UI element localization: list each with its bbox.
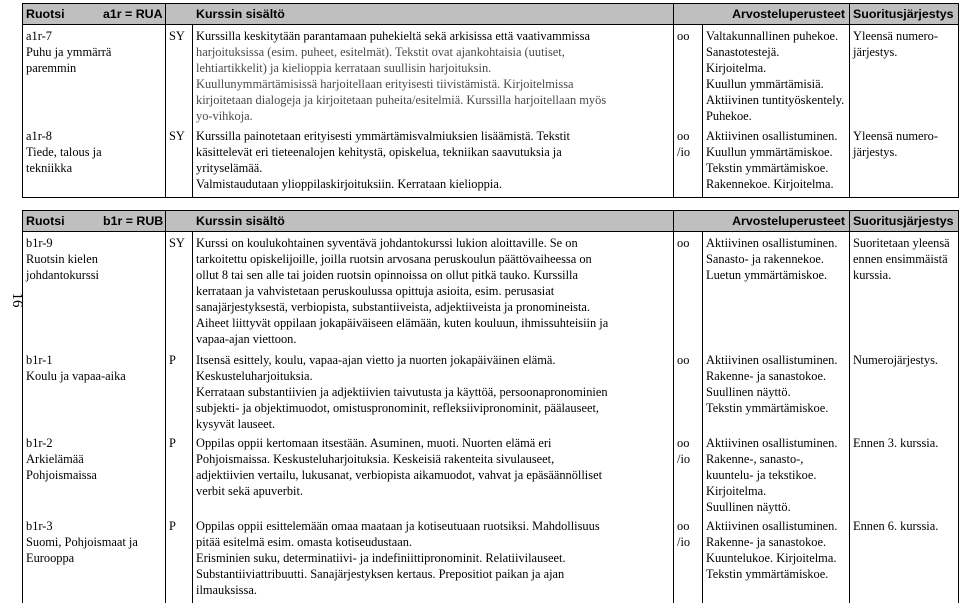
course-content-cell-line: Aiheet liittyvät oppilaan jokapäiväiseen elämään, kuten kouluun, ihmissuhteisiin ja xyxy=(196,316,609,330)
assessment-cell-line: Suullinen näyttö. xyxy=(706,384,791,399)
order-cell-line: Yleensä numero- xyxy=(853,128,938,143)
header-assessment: Arvosteluperusteet xyxy=(674,4,850,25)
assessment-cell xyxy=(703,232,850,349)
course-content-cell-line: Keskusteluharjoituksia. xyxy=(196,368,313,383)
course-name-cell-line: Tiede, talous ja xyxy=(26,144,102,159)
course-name-cell-line: Arkielämää xyxy=(26,451,84,466)
course-content-cell-line: Erisminien suku, determinatiivi- ja indefiniittipronominit. Relatiivilauseet. xyxy=(196,550,566,565)
header-course-code: b1r = RUB xyxy=(103,214,164,228)
table-header xyxy=(23,211,959,232)
grading-cell-line: /io xyxy=(677,144,691,159)
table-row xyxy=(23,515,959,603)
assessment-cell-line: Sanastotestejä. xyxy=(706,45,780,59)
course-content-cell xyxy=(193,25,674,125)
table-row xyxy=(23,232,959,349)
grading-cell xyxy=(674,349,703,432)
course-name-cell xyxy=(23,349,166,432)
course-content-cell-line: adjektiivien vertailu, lukusanat, verbiopista aikamuodot, vahvat ja epäsäännölliset xyxy=(196,467,603,482)
course-content-cell-line: Valmistaudutaan ylioppilaskirjoituksiin. Kerrataan kielioppia. xyxy=(196,176,502,191)
course-content-cell-line: pitää esitelmä esim. omasta kotiseudustaan. xyxy=(196,534,413,549)
course-content-cell-line: verbit sekä apuverbit. xyxy=(196,483,304,498)
course-content-cell-line: ollut 8 tai sen alle tai joiden ruotsin opinnoissa on ollut pitkä tauko. Kurssilla xyxy=(196,268,578,282)
table-row xyxy=(23,432,959,515)
assessment-cell-line: Kirjoitelma. xyxy=(706,483,767,498)
table-row xyxy=(23,349,959,432)
grading-cell-line: oo xyxy=(677,29,690,43)
course-name-cell-line: Puhu ja ymmärrä xyxy=(26,45,112,59)
course-content-cell-line: sanajärjestyksestä, verbiopista, substantiiveista, adjektiiveista ja pronomineista. xyxy=(196,300,590,314)
assessment-cell-line: Aktiivinen osallistuminen. xyxy=(706,236,838,250)
course-content-cell-line: kerrataan ja vahvistetaan peruskoulussa opittuja asioita, esim. perusasiat xyxy=(196,284,555,298)
header-subject: Ruotsi xyxy=(23,4,166,25)
assessment-cell-line: Kirjoitelma. xyxy=(706,61,767,75)
course-content-cell-line: Substantiiviattribuutti. Sanajärjestyksen kertaus. Prepositiot paikan ja ajan xyxy=(196,566,565,581)
grading-cell-line: oo xyxy=(677,435,690,450)
table-row xyxy=(23,25,959,125)
course-type-cell: P xyxy=(166,515,193,603)
assessment-cell xyxy=(703,432,850,515)
header-order: Suoritusjärjestys xyxy=(850,211,959,232)
course-name-cell-line: b1r-3 xyxy=(26,518,53,533)
assessment-cell-line: Valtakunnallinen puhekoe. xyxy=(706,29,839,43)
course-type-cell: P xyxy=(166,432,193,515)
course-name-cell-line: a1r-7 xyxy=(26,29,52,43)
assessment-cell-line: Kuullun ymmärtämisiä. xyxy=(706,77,824,91)
course-content-cell xyxy=(193,432,674,515)
course-content-cell-line: tarkoitettu opiskelijoille, joilla ruotsin arvosana peruskoulun päättövaiheessa on xyxy=(196,252,592,266)
course-name-cell-line: Koulu ja vapaa-aika xyxy=(26,368,126,383)
grading-cell xyxy=(674,125,703,198)
course-name-cell xyxy=(23,515,166,603)
grading-cell xyxy=(674,232,703,349)
assessment-cell-line: Aktiivinen osallistuminen. xyxy=(706,435,838,450)
order-cell-line: Ennen 3. kurssia. xyxy=(853,435,939,450)
order-cell-line: Suoritetaan yleensä xyxy=(853,236,950,250)
header-content: Kurssin sisältö xyxy=(196,7,285,21)
grading-cell xyxy=(674,25,703,125)
order-cell-line: ennen ensimmäistä xyxy=(853,252,948,266)
assessment-cell xyxy=(703,25,850,125)
course-content-cell-line: lehtiartikkelit) ja kielioppia kerrataan suullisin harjoituksin. xyxy=(196,61,492,75)
order-cell-line: kurssia. xyxy=(853,268,892,282)
order-cell xyxy=(850,515,959,603)
table-header xyxy=(23,4,959,25)
course-name-cell xyxy=(23,432,166,515)
order-cell xyxy=(850,125,959,198)
order-cell-line: järjestys. xyxy=(853,144,898,159)
order-cell-line: Numerojärjestys. xyxy=(853,352,938,367)
assessment-cell-line: kuuntelu- ja tekstikoe. xyxy=(706,467,817,482)
header-subject: Ruotsi xyxy=(23,211,166,232)
course-name-cell-line: paremmin xyxy=(26,61,77,75)
assessment-cell-line: Rakenne-, sanasto-, xyxy=(706,451,804,466)
course-name-cell-line: b1r-2 xyxy=(26,435,53,450)
course-name-cell xyxy=(23,125,166,198)
course-name-cell xyxy=(23,25,166,125)
course-content-cell-line: Itsensä esittely, koulu, vapaa-ajan vietto ja nuorten jokapäiväinen elämä. xyxy=(196,352,556,367)
course-content-cell-line: Kuullunymmärtämisissä harjoitellaan erityisesti tiivistämistä. Kirjoitelmissa xyxy=(196,77,574,91)
assessment-cell xyxy=(703,125,850,198)
course-content-cell-line: subjekti- ja objektimuodot, omistuspronominit, refleksiivipronominit, päälauseet, xyxy=(196,400,599,415)
assessment-cell-line: Rakenne- ja sanastokoe. xyxy=(706,368,827,383)
order-cell xyxy=(850,349,959,432)
course-content-cell xyxy=(193,232,674,349)
course-name-cell-line: Suomi, Pohjoismaat ja xyxy=(26,534,138,549)
course-name-cell-line: johdantokurssi xyxy=(26,268,99,282)
assessment-cell-line: Tekstin ymmärtämiskoe. xyxy=(706,400,829,415)
header-assessment: Arvosteluperusteet xyxy=(674,211,850,232)
grading-cell-line: oo xyxy=(677,352,690,367)
course-name-cell-line: Eurooppa xyxy=(26,550,75,565)
course-content-cell xyxy=(193,349,674,432)
assessment-cell xyxy=(703,349,850,432)
assessment-cell xyxy=(703,515,850,603)
grading-cell-line: /io xyxy=(677,451,691,466)
course-name-cell-line: b1r-1 xyxy=(26,352,53,367)
course-type-cell: SY xyxy=(166,125,193,198)
assessment-cell-line: Tekstin ymmärtämiskoe. xyxy=(706,566,829,581)
order-cell xyxy=(850,232,959,349)
order-cell xyxy=(850,25,959,125)
course-content-cell-line: Oppilas oppii kertomaan itsestään. Asuminen, muoti. Nuorten elämä eri xyxy=(196,435,552,450)
course-content-cell-line: Kerrataan substantiivien ja adjektiivien taivutusta ja käyttöä, persoonapronominien xyxy=(196,384,608,399)
assessment-cell-line: Sanasto- ja rakennekoe. xyxy=(706,252,825,266)
grading-cell-line: oo xyxy=(677,128,690,143)
assessment-cell-line: Rakenne- ja sanastokoe. xyxy=(706,534,827,549)
course-table-rua xyxy=(22,3,959,198)
header-order: Suoritusjärjestys xyxy=(850,4,959,25)
course-content-cell-line: Kurssilla keskitytään parantamaan puhekieltä sekä arkisissa että vaativammissa xyxy=(196,29,590,43)
course-name-cell-line: Pohjoismaissa xyxy=(26,467,97,482)
course-name-cell-line: tekniikka xyxy=(26,160,73,175)
course-content-cell-line: käsittelevät eri tieteenalojen kehitystä, opiskelua, tekniikan saavutuksia ja xyxy=(196,144,562,159)
grading-cell xyxy=(674,515,703,603)
order-cell-line: Ennen 6. kurssia. xyxy=(853,518,939,533)
course-name-cell-line: a1r-8 xyxy=(26,128,52,143)
order-cell-line: järjestys. xyxy=(853,45,898,59)
assessment-cell-line: Aktiivinen osallistuminen. xyxy=(706,352,838,367)
header-course-code: a1r = RUA xyxy=(103,7,163,21)
assessment-cell-line: Aktiivinen osallistuminen. xyxy=(706,128,838,143)
course-type-cell: P xyxy=(166,349,193,432)
course-type-cell: SY xyxy=(166,25,193,125)
order-cell xyxy=(850,432,959,515)
course-content-cell-line: kysyvät lauseet. xyxy=(196,416,276,431)
grading-cell-line: oo xyxy=(677,518,690,533)
grading-cell xyxy=(674,432,703,515)
course-content-cell-line: Pohjoismaissa. Keskusteluharjoituksia. Keskeisiä rakenteita sivulauseet, xyxy=(196,451,555,466)
assessment-cell-line: Tekstin ymmärtämiskoe. xyxy=(706,160,829,175)
assessment-cell-line: Luetun ymmärtämiskoe. xyxy=(706,268,828,282)
assessment-cell-line: Aktiivinen tuntityöskentely. xyxy=(706,93,845,107)
course-table-rub xyxy=(22,210,959,603)
assessment-cell-line: Suullinen näyttö. xyxy=(706,499,791,514)
grading-cell-line: oo xyxy=(677,236,690,250)
assessment-cell-line: Rakennekoe. Kirjoitelma. xyxy=(706,176,834,191)
course-content-cell-line: Kurssilla painotetaan erityisesti ymmärtämisvalmiuksien lisäämistä. Tekstit xyxy=(196,128,570,143)
course-type-cell: SY xyxy=(166,232,193,349)
grading-cell-line: /io xyxy=(677,534,691,549)
order-cell-line: Yleensä numero- xyxy=(853,29,938,43)
course-content-cell-line: vapaa-ajan viettoon. xyxy=(196,332,297,346)
course-content-cell-line: Kurssi on koulukohtainen syventävä johdantokurssi lukion aloittaville. Se on xyxy=(196,236,578,250)
course-content-cell-line: ilmauksissa. xyxy=(196,582,257,597)
course-name-cell-line: Ruotsin kielen xyxy=(26,252,98,266)
assessment-cell-line: Kuuntelukoe. Kirjoitelma. xyxy=(706,550,837,565)
course-name-cell-line: b1r-9 xyxy=(26,236,53,250)
header-content: Kurssin sisältö xyxy=(196,214,285,228)
page-number: 16 xyxy=(9,292,25,308)
assessment-cell-line: Puhekoe. xyxy=(706,109,752,123)
course-content-cell xyxy=(193,125,674,198)
course-content-cell-line: yo-vihkoja. xyxy=(196,109,253,123)
course-content-cell-line: yrityselämää. xyxy=(196,160,263,175)
assessment-cell-line: Aktiivinen osallistuminen. xyxy=(706,518,838,533)
course-content-cell-line: kirjoitetaan dialogeja ja kirjoitetaan puheita/esitelmiä. Kurssilla harjoitellaan myös xyxy=(196,93,607,107)
course-content-cell xyxy=(193,515,674,603)
assessment-cell-line: Kuullun ymmärtämiskoe. xyxy=(706,144,833,159)
course-content-cell-line: harjoituksissa (esim. puheet, esitelmät). Tekstit ovat ajankohtaisia (uutiset, xyxy=(196,45,565,59)
course-name-cell xyxy=(23,232,166,349)
course-content-cell-line: Oppilas oppii esittelemään omaa maataan ja kotiseutuaan ruotsiksi. Mahdollisuus xyxy=(196,518,600,533)
table-row xyxy=(23,125,959,198)
